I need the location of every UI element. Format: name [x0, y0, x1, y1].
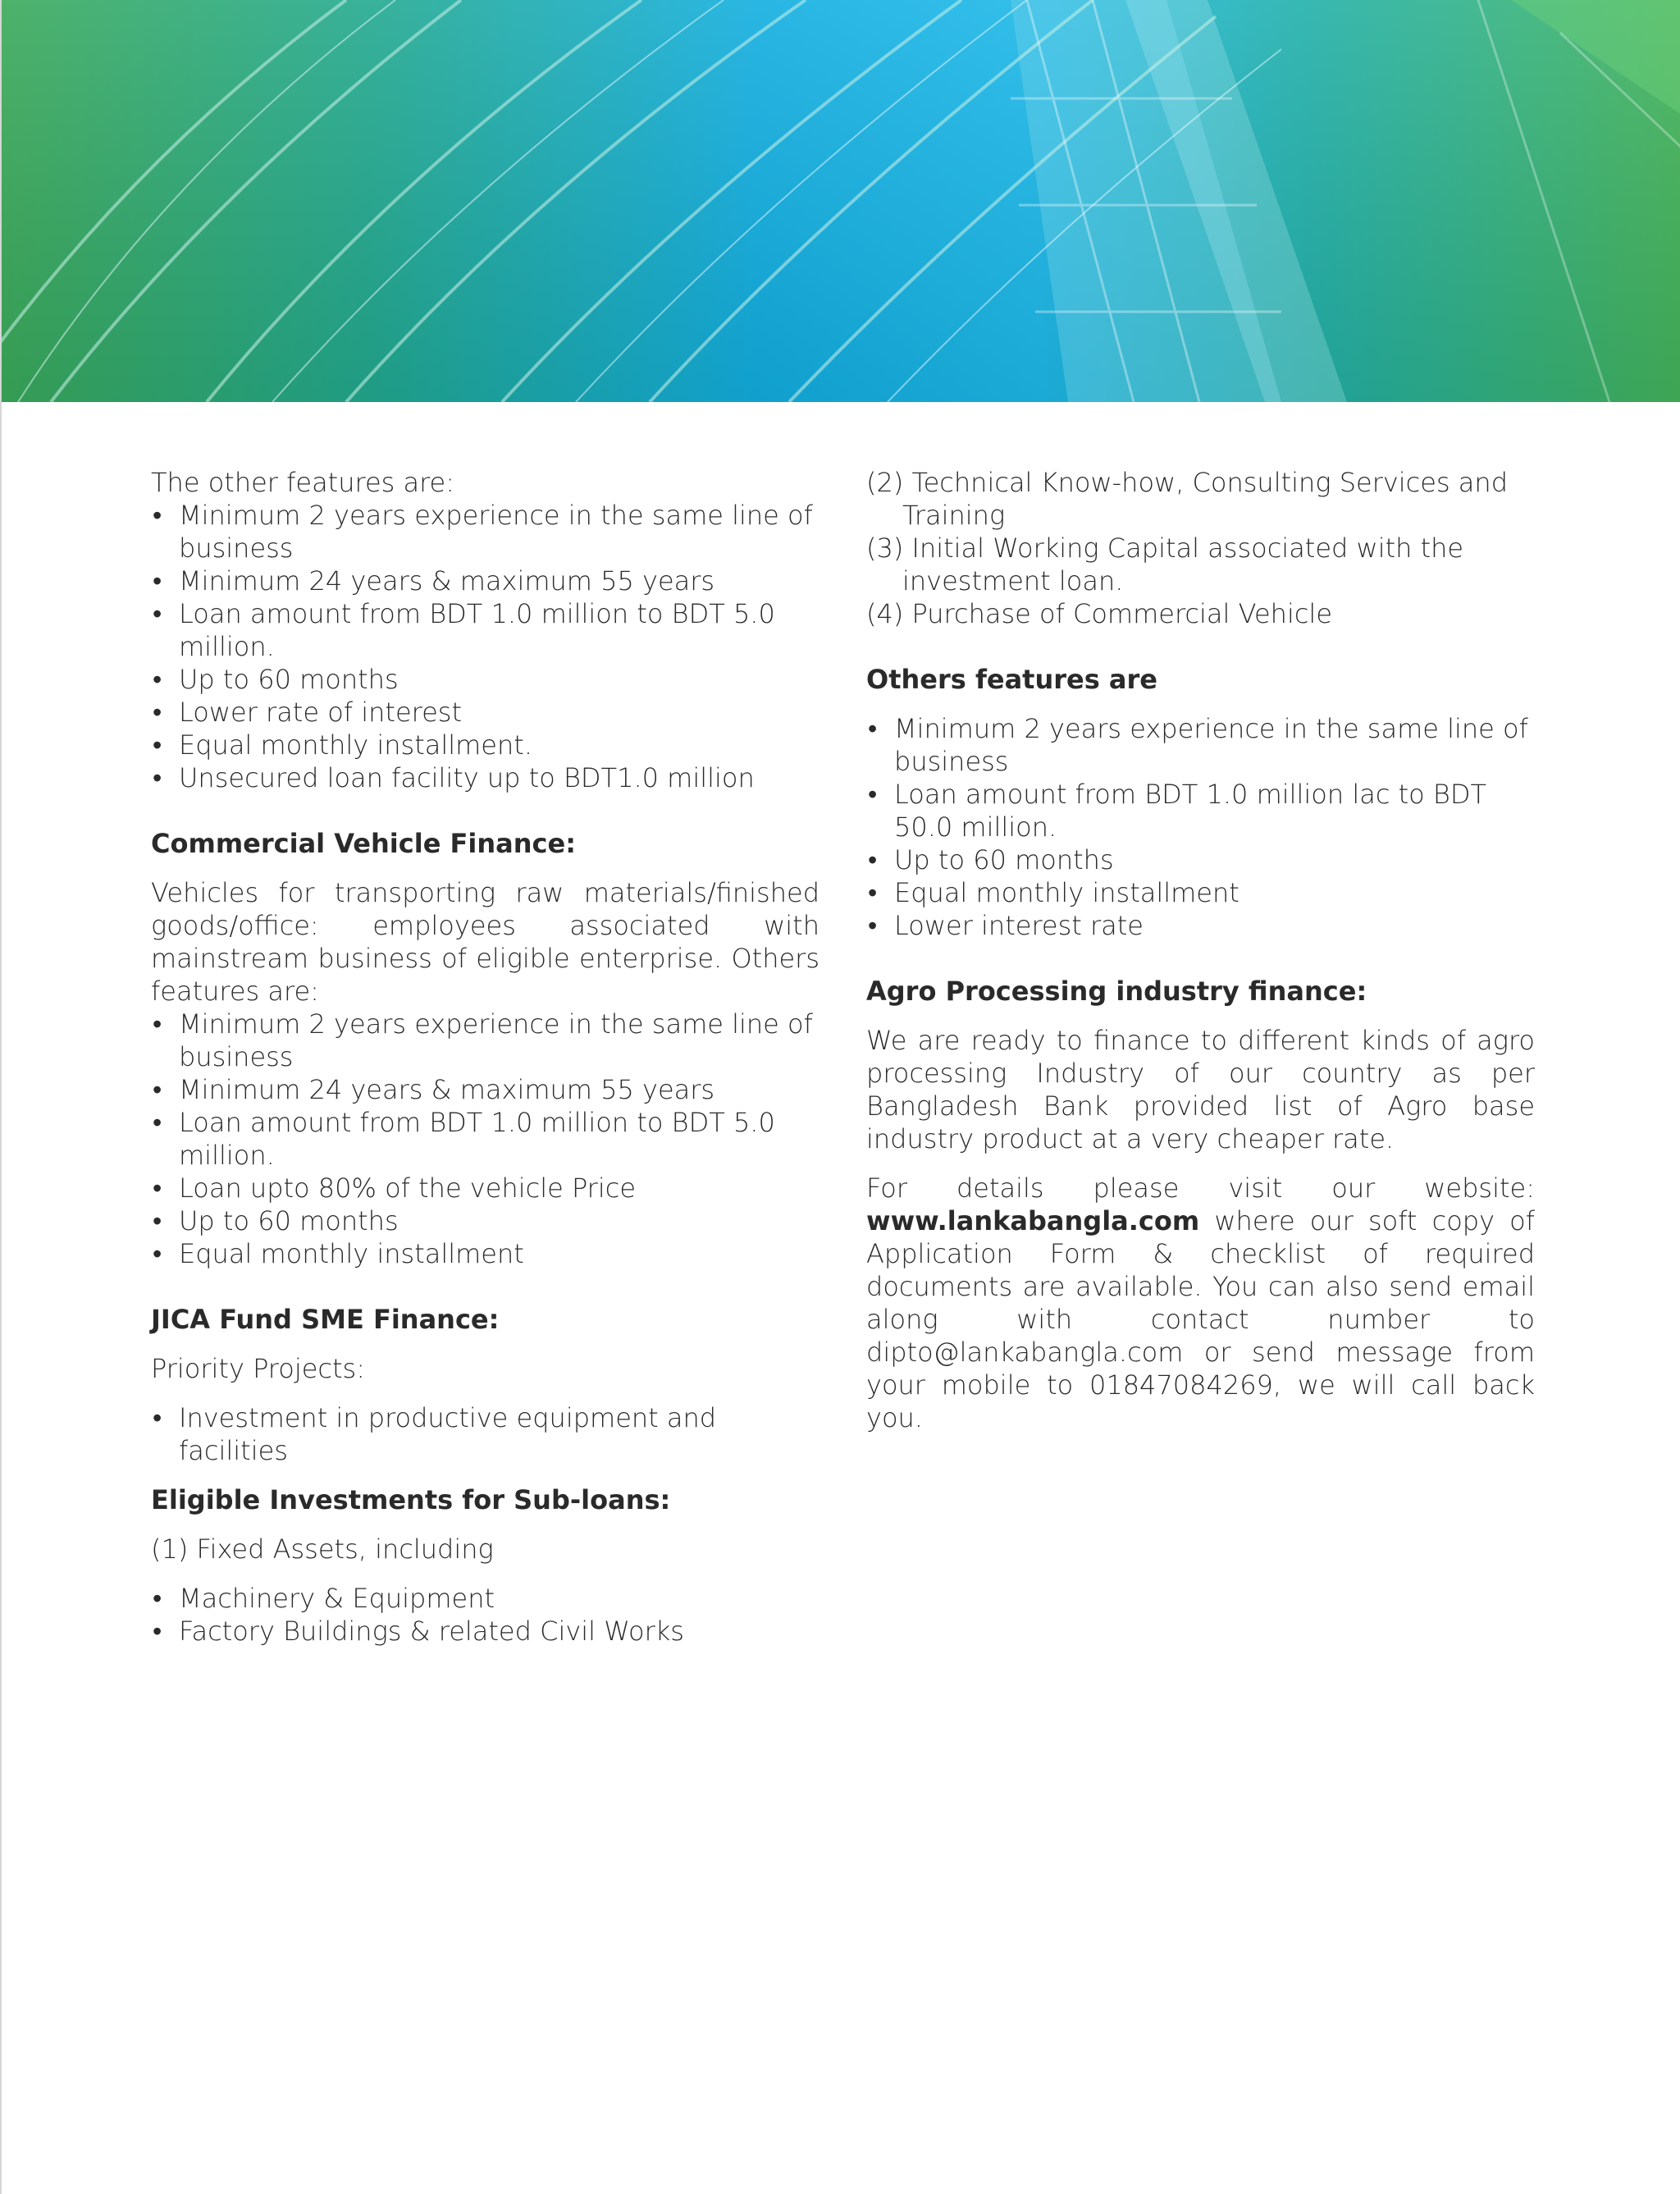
- commercial-vehicle-list: [151, 1008, 819, 1270]
- list-item: • Minimum 2 years experience in the same line of business: [866, 712, 1535, 778]
- header-banner-graphic: [2, 0, 1680, 402]
- website-link[interactable]: www.lankabangla.com: [866, 1205, 1200, 1236]
- list-item: • Unsecured loan facility up to BDT1.0 million: [151, 761, 819, 794]
- agro-processing-paragraph: We are ready to finance to different kinds of agro processing Industry of our country as per Bangladesh Bank provided list of Agro base industry product at a very cheaper rate.: [866, 1025, 1535, 1154]
- details-prefix: For details please visit our website:: [866, 1172, 1535, 1204]
- fixed-assets-label: (1) Fixed Assets, including: [151, 1534, 494, 1565]
- eligible-investments-heading: Eligible Investments for Sub-loans:: [151, 1484, 671, 1515]
- fixed-assets-list: [151, 1582, 819, 1648]
- enum-item: (4) Purchase of Commercial Vehicle: [866, 598, 1332, 629]
- others-features-heading: Others features are: [866, 664, 1157, 695]
- others-features-list: [866, 712, 1535, 942]
- features-list: [151, 499, 819, 794]
- list-item: • Loan amount from BDT 1.0 million to BDT 5.0 million.: [151, 1106, 819, 1172]
- enum-item: (3) Initial Working Capital associated with the investment loan.: [866, 533, 1464, 596]
- jica-heading: JICA Fund SME Finance:: [151, 1304, 500, 1335]
- agro-processing-heading: Agro Processing industry finance:: [866, 976, 1367, 1007]
- features-intro: The other features are:: [151, 467, 455, 498]
- jica-list: [151, 1401, 819, 1467]
- list-item: • Minimum 2 years experience in the same line of business: [151, 499, 819, 564]
- right-column: [866, 466, 1535, 1434]
- list-item: • Minimum 24 years & maximum 55 years: [151, 564, 819, 597]
- list-item: • Up to 60 months: [151, 663, 819, 696]
- list-item: • Machinery & Equipment: [151, 1582, 819, 1615]
- list-item: • Loan upto 80% of the vehicle Price: [151, 1172, 819, 1204]
- list-item: • Loan amount from BDT 1.0 million to BDT 5.0 million.: [151, 597, 819, 663]
- list-item: • Up to 60 months: [151, 1204, 819, 1237]
- left-column: [151, 466, 819, 1648]
- list-item: • Minimum 24 years & maximum 55 years: [151, 1073, 819, 1106]
- list-item: • Up to 60 months: [866, 843, 1535, 876]
- commercial-vehicle-heading: Commercial Vehicle Finance:: [151, 828, 576, 859]
- list-item: • Investment in productive equipment and facilities: [151, 1401, 819, 1467]
- list-item: • Loan amount from BDT 1.0 million lac to BDT 50.0 million.: [866, 778, 1535, 843]
- list-item: • Lower interest rate: [866, 909, 1535, 942]
- priority-projects-label: Priority Projects:: [151, 1353, 365, 1384]
- details-paragraph: [866, 1172, 1535, 1434]
- details-rest: where our soft copy of Application Form & checklist of required documents are available. You can also send email along with contact number to dipto@lankabangla.com or send message from your mobile to 01847084269, we will call back you.: [866, 1205, 1536, 1433]
- list-item: • Lower rate of interest: [151, 696, 819, 729]
- list-item: • Equal monthly installment.: [151, 729, 819, 761]
- commercial-vehicle-paragraph: Vehicles for transporting raw materials/finished goods/office: employees associated with mainstream business of eligible enterprise. Others features are:: [151, 877, 819, 1007]
- list-item: • Equal monthly installment: [151, 1237, 819, 1270]
- enum-item: (2) Technical Know-how, Consulting Services and Training: [866, 467, 1508, 531]
- list-item: • Minimum 2 years experience in the same line of business: [151, 1008, 819, 1073]
- list-item: • Equal monthly installment: [866, 876, 1535, 909]
- list-item: • Factory Buildings & related Civil Works: [151, 1615, 819, 1648]
